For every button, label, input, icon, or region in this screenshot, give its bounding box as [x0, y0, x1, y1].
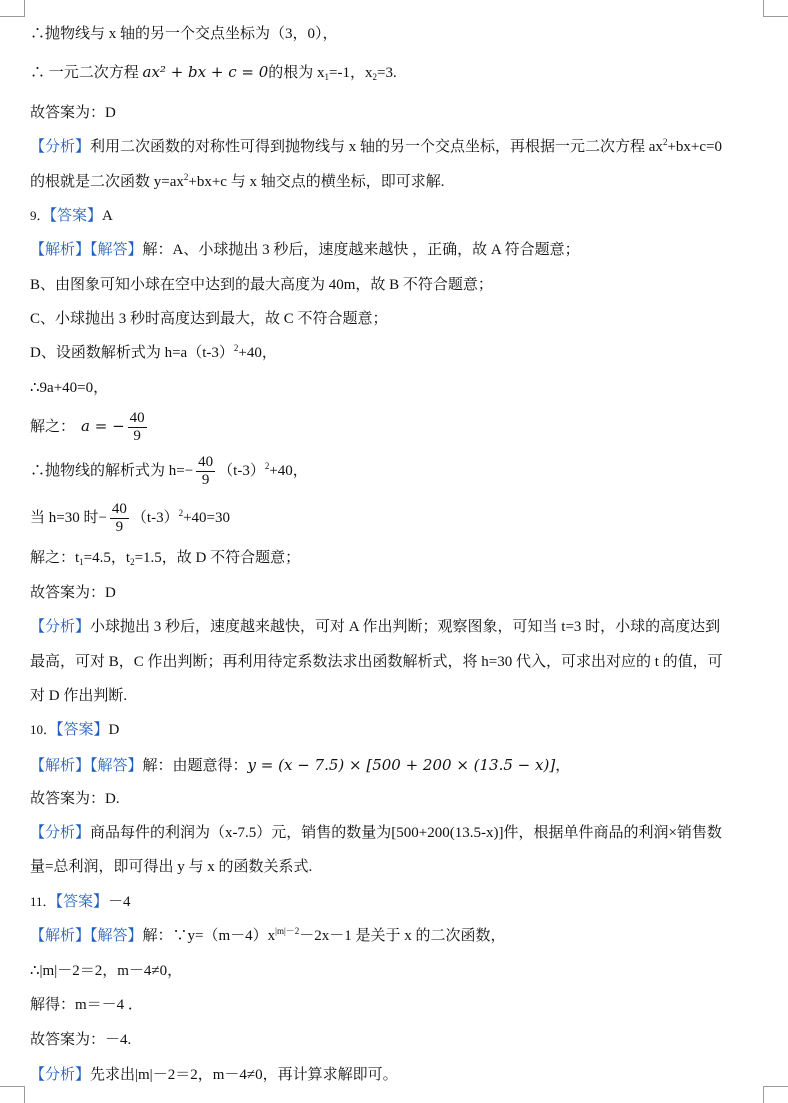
solution-line: 解得：m＝－4 ．	[30, 997, 143, 1013]
analysis-line	[30, 617, 768, 637]
text: 解：由题意得：	[142, 758, 248, 774]
answer-value: A	[102, 208, 113, 224]
text: ∴抛物线的解析式为 h=−	[30, 463, 194, 479]
solution-line	[30, 406, 768, 447]
solution-tag: 【解析】【解答】	[30, 758, 143, 774]
text: =4.5，t	[83, 550, 131, 566]
text: =3.	[377, 65, 397, 81]
superscript: 2	[264, 461, 270, 471]
solution-line	[30, 548, 768, 568]
text: +40，	[238, 345, 277, 361]
solution-line: B、由图象可知小球在空中达到的最大高度为 40m，故 B 不符合题意；	[30, 277, 493, 293]
question-number: 10．	[30, 722, 57, 737]
text: ，	[555, 758, 571, 774]
answer-line: 故答案为：－4.	[30, 1032, 132, 1048]
analysis-line	[30, 823, 768, 843]
text: +bx+c 与 x 轴交点的横坐标，即可求解.	[188, 174, 445, 190]
analysis-line: 最高，可对 B，C 作出判断；再利用待定系数法求出函数解析式，将 h=30 代入，可求出对应的 t 的值，可	[30, 654, 723, 670]
subscript: 2	[130, 557, 135, 567]
numerator: 40	[198, 454, 214, 471]
solution-line	[30, 62, 768, 83]
analysis-tag: 【分析】	[30, 619, 91, 635]
solution-line: ∴|m|－2＝2，m－4≠0，	[30, 963, 183, 979]
text: 解之：	[30, 419, 76, 435]
subscript: 1	[79, 557, 84, 567]
text: 商品每件的利润为（x-7.5）元，销售的数量为[500+200(13.5-x)]件，根据单件商品的利润×销售数	[90, 825, 722, 841]
solution-line: C、小球抛出 3 秒时高度达到最大，故 C 不符合题意；	[30, 311, 388, 327]
question-header	[30, 206, 768, 226]
text: 当 h=30 时−	[30, 510, 107, 526]
answer-line: 故答案为：D	[30, 585, 116, 601]
superscript: 2	[233, 343, 239, 353]
solution-line: ∴抛物线与 x 轴的另一个交点坐标为（3，0），	[30, 26, 338, 42]
analysis-tag: 【分析】	[30, 825, 91, 841]
superscript: 2	[178, 508, 184, 518]
text: 解之：t	[30, 550, 80, 566]
equation: a = −	[81, 417, 125, 435]
superscript: |m|－2	[275, 926, 300, 936]
answer-tag: 【答案】	[56, 722, 109, 738]
question-number: 11．	[30, 894, 56, 909]
analysis-line	[30, 1065, 768, 1085]
analysis-line	[30, 172, 768, 192]
text: +40=30	[183, 510, 231, 526]
fraction	[128, 410, 147, 445]
superscript: 2	[183, 172, 189, 182]
question-header	[30, 892, 768, 912]
solution-tag: 【解析】【解答】	[30, 242, 143, 258]
crop-mark-top-right	[763, 0, 788, 17]
subscript: 1	[324, 72, 330, 82]
solution-line	[30, 451, 768, 491]
answer-line: 故答案为：D.	[30, 791, 120, 807]
answer-value: －4	[108, 894, 131, 910]
answer-line: 故答案为：D	[30, 105, 116, 121]
superscript: 2	[662, 137, 668, 147]
text: －2x－1 是关于 x 的二次函数，	[299, 928, 506, 944]
denominator: 9	[115, 519, 124, 536]
analysis-line: 对 D 作出判断.	[30, 688, 128, 704]
crop-mark-bottom-right	[763, 1086, 788, 1103]
question-number: 9．	[30, 208, 50, 223]
analysis-tag: 【分析】	[30, 1067, 91, 1083]
question-header	[30, 720, 768, 740]
text: ∴ 一元二次方程	[30, 65, 143, 81]
subscript: 2	[372, 72, 377, 82]
equation: y = (x − 7.5) × [500 + 200 × (13.5 − x)]	[247, 756, 556, 774]
solution-line	[30, 755, 768, 776]
answer-tag: 【答案】	[49, 208, 103, 224]
crop-mark-top-left	[0, 0, 25, 17]
text: +bx+c=0	[667, 139, 722, 155]
fraction	[110, 501, 129, 536]
text: 解：∵y=（m－4）x	[142, 928, 276, 944]
text: 解：A、小球抛出 3 秒后，速度越来越快 ，正确，故 A 符合题意；	[142, 242, 580, 258]
solution-line	[30, 240, 768, 260]
answer-value: D	[108, 722, 120, 738]
text: 的根就是二次函数 y=ax	[30, 174, 184, 190]
numerator: 40	[129, 410, 145, 427]
equation: ax² + bx + c = 0	[142, 63, 269, 81]
text: =1.5，故 D 不符合题意；	[134, 550, 301, 566]
text: D、设函数解析式为 h=a（t-3）	[30, 345, 234, 361]
denominator: 9	[133, 428, 141, 445]
analysis-line	[30, 137, 768, 157]
text: （t-3）	[131, 510, 179, 526]
answer-tag: 【答案】	[55, 894, 109, 910]
solution-line	[30, 498, 768, 538]
text: 利用二次函数的对称性可得到抛物线与 x 轴的另一个交点坐标，再根据一元二次方程 ax	[90, 139, 663, 155]
solution-line: ∴9a+40=0，	[30, 380, 109, 396]
solution-line	[30, 343, 768, 363]
denominator: 9	[201, 472, 210, 489]
numerator: 40	[111, 501, 127, 518]
solution-tag: 【解析】【解答】	[30, 928, 143, 944]
text: 先求出|m|－2＝2，m－4≠0，再计算求解即可。	[90, 1067, 398, 1083]
text: （t-3）	[218, 463, 265, 479]
analysis-tag: 【分析】	[30, 139, 91, 155]
text: 小球抛出 3 秒后，速度越来越快，可对 A 作出判断；观察图象，可知当 t=3 时，小球的高度达到	[90, 619, 721, 635]
solution-line	[30, 926, 768, 946]
fraction	[196, 454, 215, 489]
text: +40，	[269, 463, 308, 479]
analysis-line: 量=总利润，即可得出 y 与 x 的函数关系式.	[30, 859, 313, 875]
text: 的根为 x	[268, 65, 325, 81]
crop-mark-bottom-left	[0, 1086, 25, 1103]
text: =-1，x	[329, 65, 373, 81]
